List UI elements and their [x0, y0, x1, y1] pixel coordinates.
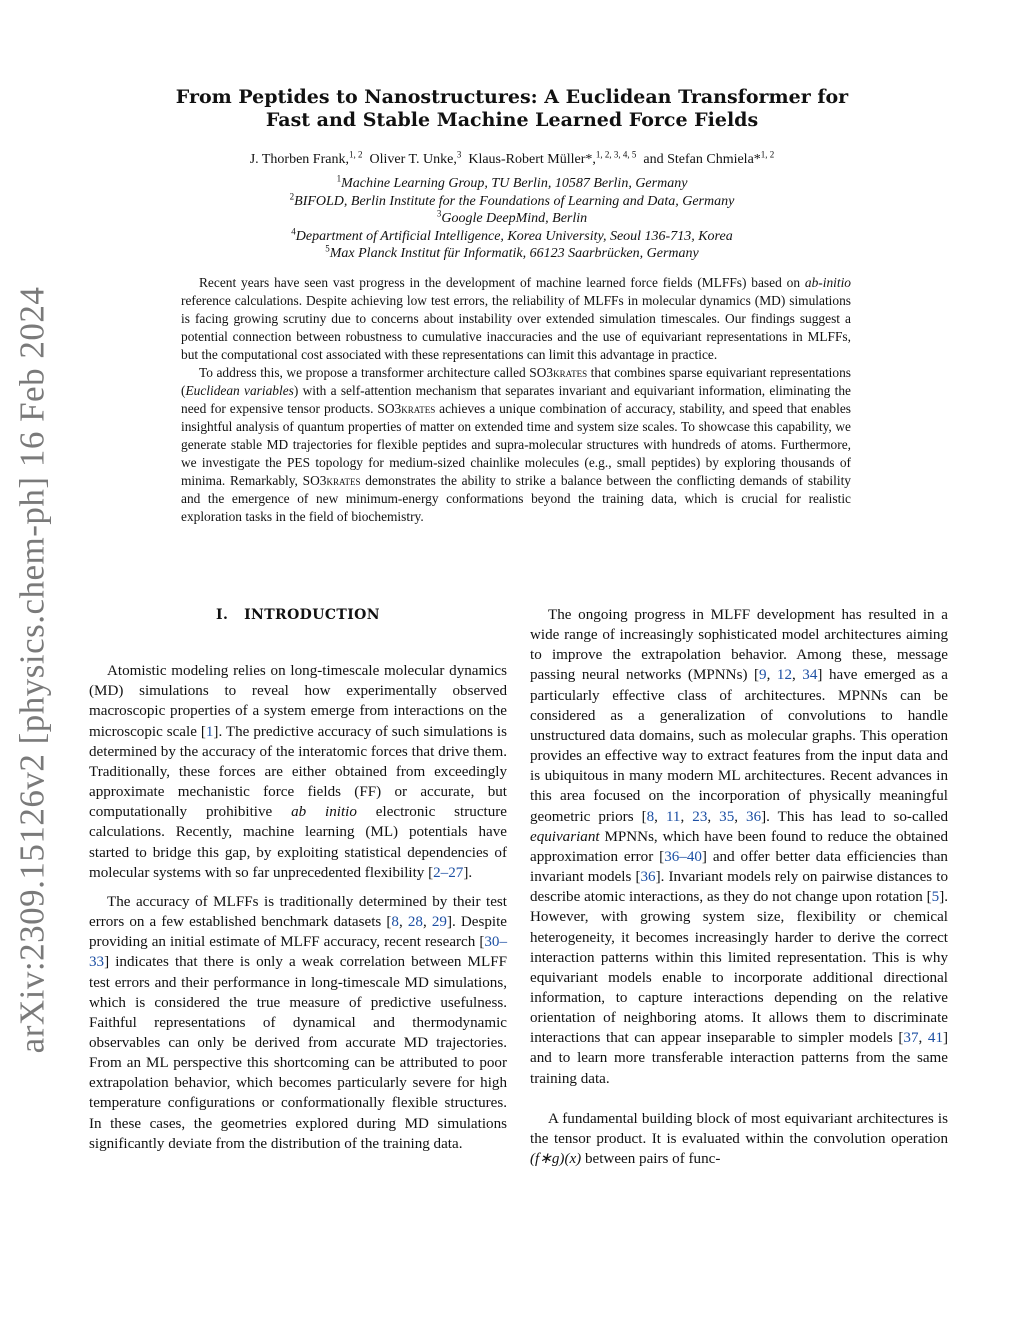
left-column	[89, 605, 507, 1154]
citation-link[interactable]: 12	[776, 667, 792, 684]
citation-link[interactable]: 34	[802, 667, 818, 684]
citation-link[interactable]: 36	[746, 808, 762, 825]
affiliation: $^2$BIFOLD, Berlin Institute for the Foundations of Learning and Data, Germany	[289, 190, 735, 209]
citation-link[interactable]: 9	[759, 667, 767, 684]
body-paragraph: A fundamental building block of most equivariant architectures is the tensor product. It is evaluated within the convolution operation (f∗g)(x) between pairs of func-	[530, 1110, 948, 1168]
affiliation-list	[140, 175, 884, 263]
affiliation: $^5$Max Planck Institut für Informatik, 66123 Saarbrücken, Germany	[325, 243, 699, 261]
author: J. Thorben Frank,$^{1, 2}$	[249, 149, 363, 167]
citation-link[interactable]: 11	[665, 808, 681, 825]
citation-link[interactable]: 23	[692, 808, 708, 825]
citation-link[interactable]: 37	[903, 1030, 919, 1047]
affiliation: $^4$Department of Artificial Intelligence, Korea University, Seoul 136-713, Korea	[291, 225, 733, 244]
abstract-paragraph: To address this, we propose a transformer architecture called SO3krates that combines sparse equivariant representations (Euclidean variables) with a self-attention mechanism that separates invariant and equivariant information, eliminating the need for expensive tensor products. SO3krates achieves a unique combination of accuracy, stability, and speed that enables insightful analysis of quantum properties of matter on extended time and system size scales. To showcase this capability, we generate stable MD trajectories for flexible peptides and supra-molecular structures with hundreds of atoms. Furthermore, we investigate the PES topology for medium-sized chainlike molecules (e.g., small peptides) by exploring thousands of minima. Remarkably, SO3krates demonstrates the ability to strike a balance between the conflicting demands of stability and the emergence of new minimum-energy conformations beyond the training data, which is crucial for realistic exploration tasks in the field of biochemistry.	[181, 365, 852, 524]
author: Klaus-Robert Müller*,$^{1, 2, 3, 4, 5}$	[468, 149, 637, 167]
citation-link[interactable]: 36	[640, 869, 656, 886]
citation-link[interactable]: 30–33	[89, 934, 507, 971]
arxiv-identifier: arXiv:2309.15126v2 [physics.chem-ph] 16 Feb 2024	[12, 286, 51, 1054]
citation-link[interactable]: 36–40	[664, 848, 702, 865]
citation-link[interactable]: 5	[931, 889, 940, 906]
paper-title	[140, 86, 884, 132]
title-line-1: From Peptides to Nanostructures: A Euclidean Transformer for	[175, 86, 849, 108]
section-heading: I. INTRODUCTION	[216, 607, 380, 623]
title-line-2: Fast and Stable Machine Learned Force Fields	[265, 109, 759, 131]
body-paragraph: The ongoing progress in MLFF development has resulted in a wide range of increasingly sophisticated model architectures aiming to improve the extrapolation behavior. Among these, message passing neural networks (MPNNs) [9, 12, 34] have emerged as a particularly effective class of architectures. MPNNs can be considered as a generalization of convolutions to handle unstructured data domains, such as molecular graphs. This operation provides an effective way to extract features from the input data and is ubiquitous in many modern ML architectures. Recent advances in this area focused on the incorporation of physically meaningful geometric priors [8, 11, 23, 35, 36]. This has lead to so-called equivariant MPNNs, which have been found to reduce the obtained approximation error [36–40] and offer better data efficiencies than invariant models [36]. Invariant models rely on pairwise distances to describe atomic interactions, as they do not change upon rotation [5]. However, with growing system size, flexibility or chemical heterogeneity, it becomes increasingly harder to derive the correct interaction patterns within this limited representation. This is why equivariant models enable to incorporate additional directional information, to capture interactions depending on the relative orientation of neighboring atoms. It allows them to discriminate interactions that can appear inseparable to simpler models [37, 41] and to learn more transferable interaction patterns from the same training data.	[530, 607, 949, 1087]
body-paragraph: Atomistic modeling relies on long-timescale molecular dynamics (MD) simulations to reveal how experimentally observed macroscopic properties of a system emerge from interactions on the microscopic scale [1]. The predictive accuracy of such simulations is determined by the accuracy of the interatomic forces that drive them. Traditionally, these forces are either obtained from exceedingly approximate mechanistic force fields (FF) or accurate, but computationally prohibitive ab initio electronic structure calculations. Recently, machine learning (ML) potentials have started to bridge this gap, by exploiting statistical dependencies of molecular systems with so far unprecedented flexibility [2–27].	[89, 663, 507, 881]
author-list	[120, 151, 904, 169]
affiliation: $^3$Google DeepMind, Berlin	[436, 208, 588, 226]
abstract-paragraph: Recent years have seen vast progress in the development of machine learned force fields (MLFFs) based on ab-initio reference calculations. Despite achieving low test errors, the reliability of MLFFs in molecular dynamics (MD) simulations is facing growing scrutiny due to concerns about instability over extended simulation timescales. Our findings suggest a potential connection between robustness to cumulative inaccuracies and the use of equivariant representations in MLFFs, but the computational cost associated with these representations can limit this advantage in practice.	[181, 275, 851, 362]
citation-link[interactable]: 2–27	[433, 864, 464, 881]
affiliation: $^1$Machine Learning Group, TU Berlin, 10587 Berlin, Germany	[336, 173, 688, 191]
citation-link[interactable]: 35	[719, 808, 735, 825]
citation-link[interactable]: 29	[431, 914, 447, 931]
citation-link[interactable]: 41	[927, 1030, 943, 1047]
body-paragraph: The accuracy of MLFFs is traditionally determined by their test errors on a few established benchmark datasets [8, 28, 29]. Despite providing an initial estimate of MLFF accuracy, recent research [30–33] indicates that there is only a weak correlation between MLFF test errors and their performance in long-timescale MD simulations, which is considered the true measure of predictive usefulness. Faithful representations of dynamical and thermodynamic observables can only be derived from accurate MD trajectories. From an ML perspective this shortcoming can be attributed to poor extrapolation behavior, which becomes particularly severe for high temperature configurations or conformationally flexible structures. In these cases, the geometries explored during MD simulations significantly deviate from the distribution of the training data.	[89, 893, 508, 1152]
author: and Stefan Chmiela*$^{1, 2}$	[643, 149, 775, 167]
author: Oliver T. Unke,$^3$	[369, 149, 462, 167]
citation-link[interactable]: 8	[391, 914, 399, 931]
citation-link[interactable]: 1	[205, 723, 214, 740]
citation-link[interactable]: 28	[407, 914, 423, 931]
abstract	[181, 274, 851, 526]
right-column	[530, 605, 948, 1169]
citation-link[interactable]: 8	[646, 808, 655, 825]
